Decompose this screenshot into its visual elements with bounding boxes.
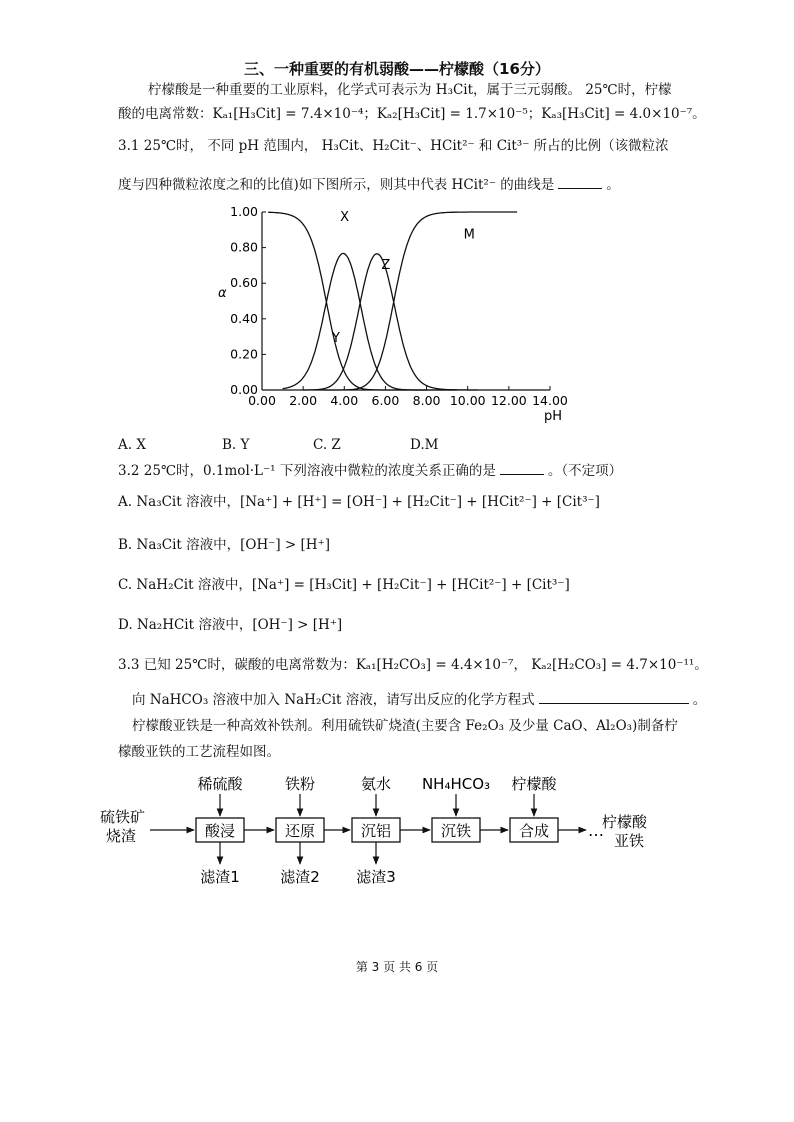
q31-option-d[interactable]: D.M — [410, 437, 439, 453]
q32-stem-line — [118, 462, 622, 479]
q33-end: 。 — [692, 692, 707, 708]
x-tick-label: 6.00 — [371, 393, 400, 408]
flow-start-line-2: 烧渣 — [106, 827, 137, 845]
answer-blank[interactable] — [500, 462, 544, 475]
reagent-citric-acid: 柠檬酸 — [511, 775, 557, 793]
para-line-2: 檬酸亚铁的工艺流程如图。 — [118, 744, 280, 760]
flow-step-fe-precip: 沉铁 — [440, 822, 472, 840]
chart-series — [268, 209, 517, 390]
series-label-Y: Y — [331, 330, 340, 346]
series-line-X — [268, 209, 426, 390]
flow-step-reduction: 还原 — [284, 822, 316, 840]
series-label-M: M — [463, 227, 475, 243]
y-tick-label: 0.60 — [230, 275, 258, 291]
q33-stem: 向 NaHCO₃ 溶液中加入 NaH₂Cit 溶液，请写出反应的化学方程式 — [132, 692, 535, 708]
process-flow-diagram — [100, 770, 660, 900]
flow-end-line-1: 柠檬酸 — [602, 813, 648, 831]
series-label-Z: Z — [381, 257, 391, 273]
q31-line-2 — [118, 176, 620, 193]
option-expression: [OH⁻] > [H⁺] — [240, 537, 330, 553]
y-tick-label: 1.00 — [230, 204, 258, 219]
chart-axes — [262, 209, 550, 390]
x-tick-label: 0.00 — [248, 393, 276, 408]
residue-2: 滤渣2 — [280, 868, 320, 886]
flow-end-line-2: 亚铁 — [614, 832, 645, 850]
y-tick-label: 0.20 — [230, 346, 258, 362]
chart-series-labels — [331, 210, 475, 346]
series-label-X: X — [340, 209, 350, 225]
x-tick-label: 10.00 — [449, 393, 486, 408]
q32-option-c[interactable] — [118, 577, 570, 593]
q33-line-1: 3.3 已知 25℃时，碳酸的电离常数为：Kₐ₁[H₂CO₃] = 4.4×10⁻⁷， Kₐ₂[H₂CO₃] = 4.7×10⁻¹¹。 — [118, 657, 708, 673]
reagent-nh4hco3: NH₄HCO₃ — [421, 775, 491, 793]
x-tick-label: 4.00 — [330, 393, 359, 408]
flow-start-line-1: 硫铁矿 — [100, 808, 146, 826]
page-footer: 第 3 页 共 6 页 — [355, 960, 439, 974]
q31-option-b[interactable]: B. Y — [222, 437, 250, 453]
q31-line-1: 3.1 25℃时， 不同 pH 范围内， H₃Cit、H₂Cit⁻、HCit²⁻ 和 Cit³⁻ 所占的比例（该微粒浓 — [118, 138, 669, 154]
q33-line-2 — [132, 691, 706, 708]
option-expression: [Na⁺] = [H₃Cit] + [H₂Cit⁻] + [HCit²⁻] + [Cit³⁻] — [251, 577, 570, 593]
x-tick-label: 8.00 — [412, 393, 441, 408]
series-line-Z — [303, 254, 478, 390]
q31-option-c[interactable]: C. Z — [313, 437, 341, 453]
answer-blank[interactable] — [558, 176, 602, 189]
y-tick-label: 0.00 — [230, 382, 258, 397]
flow-ellipsis: … — [588, 821, 604, 840]
x-tick-label: 14.00 — [532, 393, 568, 408]
flow-step-acid-leach: 酸浸 — [204, 822, 236, 840]
q31-option-a[interactable]: A. X — [118, 437, 146, 453]
x-tick-label: 2.00 — [289, 393, 318, 408]
q32-option-d[interactable] — [118, 617, 342, 633]
x-tick-label: 12.00 — [490, 393, 527, 408]
section-title: 三、一种重要的有机弱酸——柠檬酸（16分） — [244, 60, 550, 78]
residue-1: 滤渣1 — [200, 868, 240, 886]
q31-stem: 度与四种微粒浓度之和的比值)如下图所示，则其中代表 HCit²⁻ 的曲线是 — [118, 177, 555, 193]
y-tick-label: 0.80 — [230, 239, 258, 255]
q32-note: 。（不定项） — [547, 463, 623, 479]
option-prefix: D. Na₂HCit 溶液中， — [118, 617, 253, 633]
option-prefix: A. Na₃Cit 溶液中， — [118, 494, 240, 510]
residue-3: 滤渣3 — [356, 868, 396, 886]
series-line-Y — [283, 253, 458, 390]
answer-blank[interactable] — [539, 691, 689, 704]
flow-step-al-precip: 沉铝 — [360, 822, 392, 840]
intro-line-1: 柠檬酸是一种重要的工业原料，化学式可表示为 H₃Cit，属于三元弱酸。 25℃时，柠檬 — [148, 82, 672, 98]
x-axis-label: pH — [544, 409, 563, 424]
option-prefix: C. NaH₂Cit 溶液中， — [118, 577, 252, 593]
speciation-chart — [200, 200, 570, 425]
option-expression: [OH⁻] > [H⁺] — [252, 617, 343, 633]
q31-end: 。 — [606, 177, 620, 193]
reagent-ammonia-water: 氨水 — [360, 775, 392, 793]
series-line-M — [324, 209, 517, 390]
y-tick-label: 0.40 — [230, 310, 258, 326]
chart-ticks — [230, 204, 568, 408]
flow-step-synthesis: 合成 — [518, 822, 550, 840]
intro-line-2: 酸的电离常数：Kₐ₁[H₃Cit] = 7.4×10⁻⁴；Kₐ₂[H₃Cit] = 1.7×10⁻⁵；Kₐ₃[H₃Cit] = 4.0×10⁻⁷。 — [118, 106, 706, 122]
y-axis-label: α — [218, 286, 227, 301]
option-prefix: B. Na₃Cit 溶液中， — [118, 537, 241, 553]
q32-stem: 3.2 25℃时，0.1mol·L⁻¹ 下列溶液中微粒的浓度关系正确的是 — [118, 463, 496, 479]
reagent-iron-powder: 铁粉 — [284, 775, 316, 793]
q32-option-b[interactable] — [118, 537, 330, 553]
option-expression: [Na⁺] + [H⁺] = [OH⁻] + [H₂Cit⁻] + [HCit²⁻] + [Cit³⁻] — [239, 494, 600, 510]
q32-option-a[interactable] — [118, 494, 600, 510]
reagent-dilute-sulfuric-acid: 稀硫酸 — [197, 775, 243, 793]
para-line-1: 柠檬酸亚铁是一种高效补铁剂。利用硫铁矿烧渣(主要含 Fe₂O₃ 及少量 CaO、Al₂O₃)制备柠 — [132, 718, 678, 734]
